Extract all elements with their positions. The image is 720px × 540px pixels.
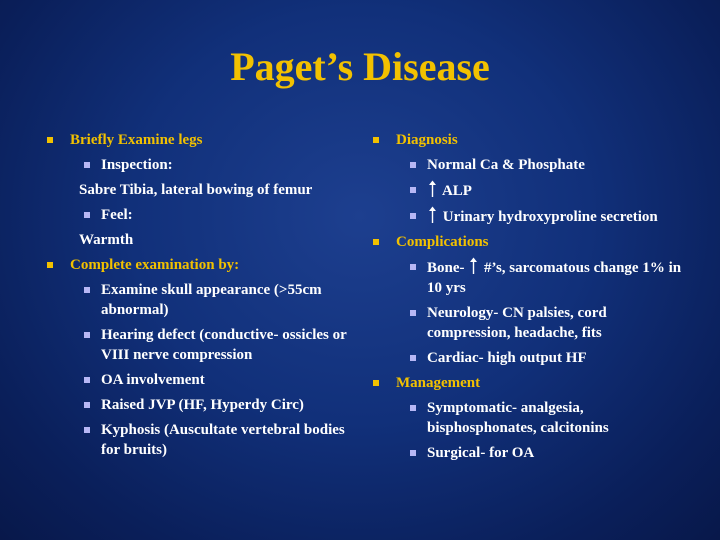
up-arrow-icon <box>428 206 437 224</box>
square-bullet-icon <box>410 405 416 411</box>
square-bullet-icon <box>47 262 53 268</box>
bullet-text: Examine skull appearance (>55cm abnormal) <box>101 282 322 318</box>
bullet-text: Normal Ca & Phosphate <box>427 157 585 173</box>
list-item <box>46 370 356 390</box>
square-bullet-icon <box>373 380 379 386</box>
inspection-detail: Sabre Tibia, lateral bowing of femur <box>79 182 313 198</box>
bullet-text: Kyphosis (Auscultate vertebral bodies for bruits) <box>101 422 345 458</box>
bullet-text: Feel: <box>101 207 133 223</box>
list-item <box>46 420 356 460</box>
list-item <box>372 257 692 298</box>
bullet-text: #’s, sarcomatous change 1% in 10 yrs <box>427 260 682 296</box>
square-bullet-icon <box>47 137 53 143</box>
list-item <box>372 206 692 227</box>
bullet-inspection <box>46 155 356 175</box>
bullet-text: ALP <box>441 183 472 199</box>
bullet-text-prefix: Bone- <box>427 260 465 276</box>
bullet-text: Neurology- CN palsies, cord compression, headache, fits <box>427 305 607 341</box>
up-arrow-icon <box>428 180 437 198</box>
right-column <box>372 130 692 468</box>
list-item <box>46 325 356 365</box>
bullet-text: Raised JVP (HF, Hyperdy Circ) <box>101 397 304 413</box>
list-item <box>372 398 692 438</box>
list-item <box>372 443 692 463</box>
bullet-diagnosis <box>372 130 692 150</box>
bullet-text: Surgical- for OA <box>427 445 535 461</box>
square-bullet-icon <box>84 427 90 433</box>
bullet-management <box>372 373 692 393</box>
left-column <box>46 130 356 465</box>
bullet-text: Briefly Examine legs <box>70 132 203 148</box>
square-bullet-icon <box>84 287 90 293</box>
bullet-text: Diagnosis <box>396 132 458 148</box>
square-bullet-icon <box>410 355 416 361</box>
list-item <box>372 348 692 368</box>
square-bullet-icon <box>410 310 416 316</box>
list-item <box>46 395 356 415</box>
bullet-text: Symptomatic- analgesia, bisphosphonates, calcitonins <box>427 400 609 436</box>
bullet-text: Complete examination by: <box>70 257 240 273</box>
list-item <box>46 280 356 320</box>
bullet-text: Inspection: <box>101 157 173 173</box>
square-bullet-icon <box>410 213 416 219</box>
square-bullet-icon <box>84 377 90 383</box>
square-bullet-icon <box>84 212 90 218</box>
square-bullet-icon <box>410 450 416 456</box>
list-item <box>372 155 692 175</box>
bullet-text: Urinary hydroxyproline secretion <box>442 209 658 225</box>
bullet-text: Complications <box>396 234 489 250</box>
bullet-text: Hearing defect (conductive- ossicles or VIII nerve compression <box>101 327 347 363</box>
bullet-text: Cardiac- high output HF <box>427 350 587 366</box>
square-bullet-icon <box>373 137 379 143</box>
bullet-text: OA involvement <box>101 372 205 388</box>
slide-title: Paget’s Disease <box>230 44 490 89</box>
square-bullet-icon <box>84 162 90 168</box>
bullet-text: Management <box>396 375 481 391</box>
list-item <box>372 180 692 201</box>
square-bullet-icon <box>84 402 90 408</box>
square-bullet-icon <box>373 239 379 245</box>
up-arrow-icon <box>469 257 478 275</box>
square-bullet-icon <box>410 162 416 168</box>
list-item <box>372 303 692 343</box>
bullet-complete-exam <box>46 255 356 275</box>
bullet-examine-legs <box>46 130 356 150</box>
square-bullet-icon <box>410 187 416 193</box>
square-bullet-icon <box>84 332 90 338</box>
square-bullet-icon <box>410 264 416 270</box>
bullet-complications <box>372 232 692 252</box>
bullet-feel <box>46 205 356 225</box>
feel-detail: Warmth <box>79 232 134 248</box>
